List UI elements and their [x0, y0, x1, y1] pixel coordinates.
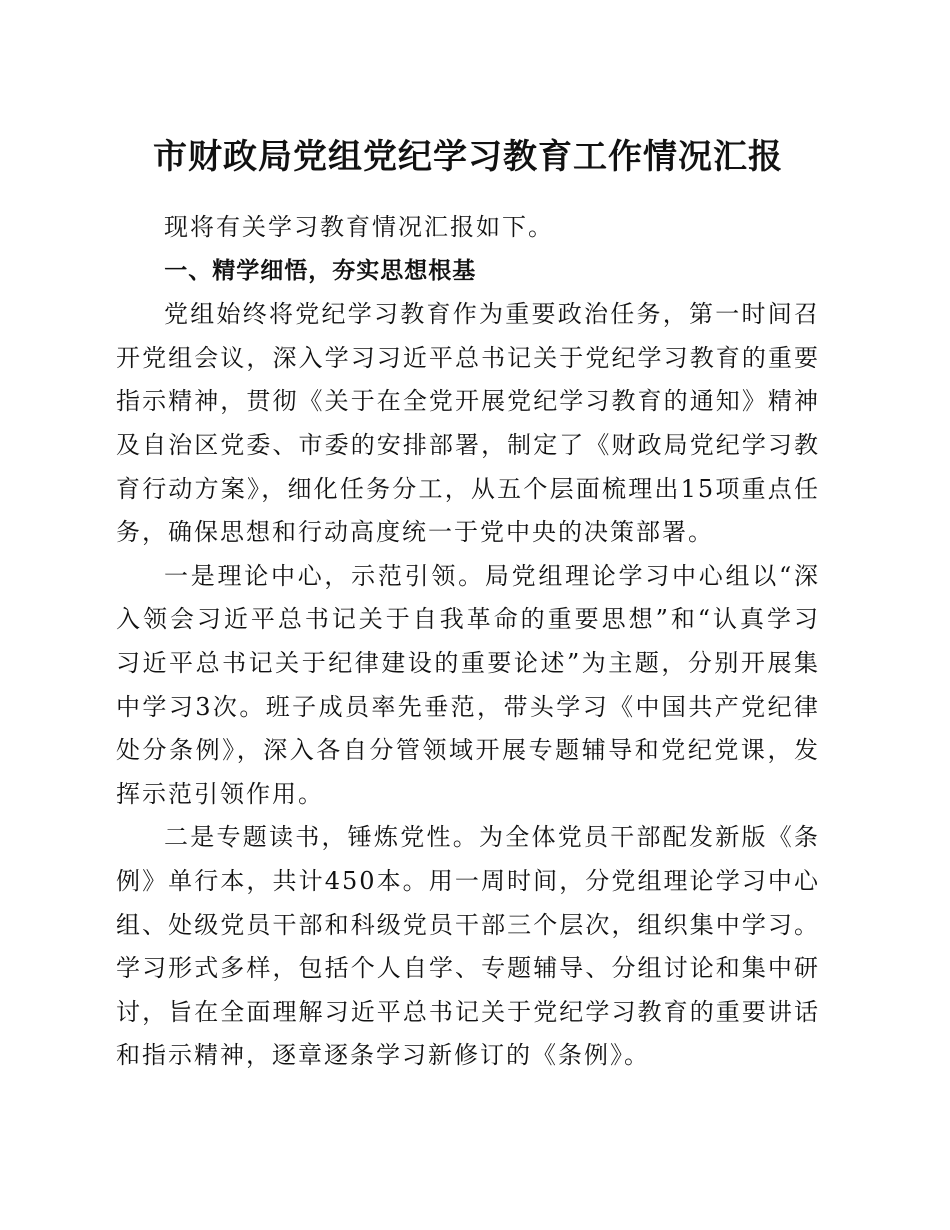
- document-body: [116, 130, 820, 1078]
- intro-paragraph: 现将有关学习教育情况汇报如下。: [164, 213, 554, 241]
- body-paragraph: 二是专题读书，锤炼党性。为全体党员干部配发新版《条例》单行本，共计450本。用一周时间，分党组理论学习中心组、处级党员干部和科级党员干部三个层次，组织集中学习。学习形式多样，包括个人自学、专题辅导、分组讨论和集中研讨，旨在全面理解习近平总书记关于党纪学习教育的重要讲话和指示精神，逐章逐条学习新修订的《条例》。: [116, 823, 820, 1070]
- body-paragraph: 一是理论中心，示范引领。局党组理论学习中心组以“深入领会习近平总书记关于自我革命的重要思想”和“认真学习习近平总书记关于纪律建设的重要论述”为主题，分别开展集中学习3次。班子成员率先垂范，带头学习《中国共产党纪律处分条例》，深入各自分管领域开展专题辅导和党纪党课，发挥示范引领作用。: [116, 561, 820, 808]
- section-heading-1: 一、精学细悟，夯实思想根基: [164, 257, 477, 284]
- document-title: 市财政局党组党纪学习教育工作情况汇报: [153, 137, 783, 177]
- body-paragraph: 党组始终将党纪学习教育作为重要政治任务，第一时间召开党组会议，深入学习习近平总书记关于党纪学习教育的重要指示精神，贯彻《关于在全党开展党纪学习教育的通知》精神及自治区党委、市委的安排部署，制定了《财政局党纪学习教育行动方案》，细化任务分工，从五个层面梳理出15项重点任务，确保思想和行动高度统一于党中央的决策部署。: [116, 300, 820, 547]
